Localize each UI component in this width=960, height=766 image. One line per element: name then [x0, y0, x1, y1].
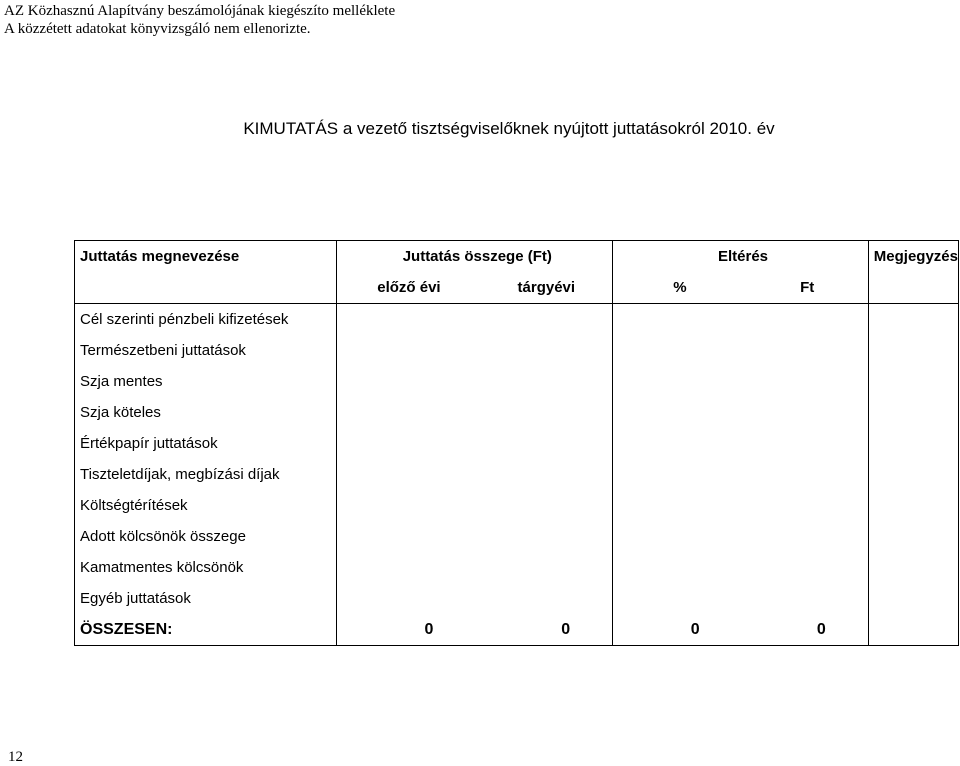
total-row [75, 614, 959, 646]
header-note: Megjegyzés [868, 241, 958, 273]
row-label: Tiszteletdíjak, megbízási díjak [75, 459, 337, 490]
report-title [0, 119, 960, 139]
subheader-percent: % [613, 272, 742, 304]
subheader-prev-year: előző évi [337, 272, 476, 304]
report-title-text: KIMUTATÁS a vezető tisztségviselőknek nyújtott juttatásokról 2010. év [243, 119, 775, 138]
row-label: Értékpapír juttatások [75, 428, 337, 459]
page-number: 12 [8, 749, 23, 765]
table-subheader-row [75, 272, 959, 304]
subheader-note-empty [868, 272, 958, 304]
total-label: ÖSSZESEN: [75, 614, 337, 646]
header-note [4, 2, 395, 38]
table-row [75, 397, 959, 428]
row-label: Szja köteles [75, 397, 337, 428]
total-note-empty [868, 614, 958, 646]
header-diff: Eltérés [613, 241, 869, 273]
row-label: Kamatmentes kölcsönök [75, 552, 337, 583]
table-row [75, 366, 959, 397]
benefits-table [74, 240, 959, 646]
total-ft: 0 [742, 614, 869, 646]
row-label: Szja mentes [75, 366, 337, 397]
subheader-current-year: tárgyévi [475, 272, 612, 304]
table-row [75, 490, 959, 521]
total-current-year: 0 [475, 614, 612, 646]
row-label: Adott kölcsönök összege [75, 521, 337, 552]
table-row [75, 304, 959, 336]
subheader-ft: Ft [742, 272, 869, 304]
header-note-line-2: A közzétett adatokat könyvizsgáló nem ellenorizte. [4, 21, 311, 37]
total-percent: 0 [613, 614, 742, 646]
table-row [75, 583, 959, 614]
table-row [75, 428, 959, 459]
table-row [75, 459, 959, 490]
header-note-line-1: AZ Közhasznú Alapítvány beszámolójának kiegészíto melléklete [4, 3, 396, 19]
row-label: Költségtérítések [75, 490, 337, 521]
header-amount: Juttatás összege (Ft) [337, 241, 613, 273]
table-row [75, 552, 959, 583]
row-label: Természetbeni juttatások [75, 335, 337, 366]
table-row [75, 335, 959, 366]
row-label: Cél szerinti pénzbeli kifizetések [75, 304, 337, 336]
row-label: Egyéb juttatások [75, 583, 337, 614]
header-name: Juttatás megnevezése [75, 241, 337, 273]
table-header-row [75, 241, 959, 273]
total-prev-year: 0 [337, 614, 476, 646]
subheader-empty [75, 272, 337, 304]
table-row [75, 521, 959, 552]
